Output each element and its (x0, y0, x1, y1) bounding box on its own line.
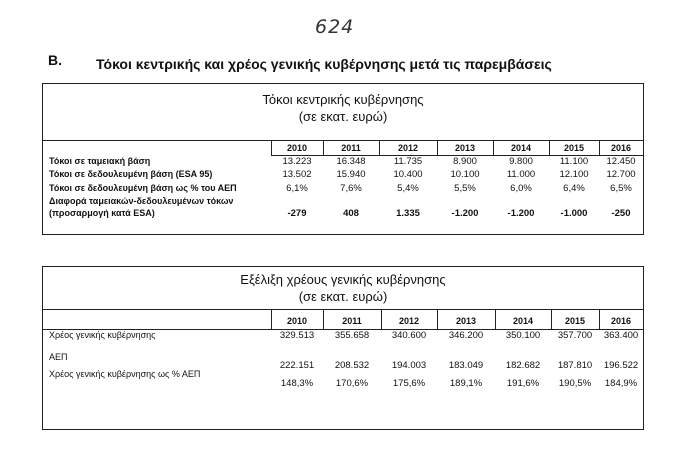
col-divider (599, 309, 600, 329)
table-cell: 189,1% (449, 378, 483, 389)
table-cell: 191,6% (506, 378, 540, 389)
header-rule-top (43, 309, 643, 310)
col-divider (271, 309, 272, 329)
table-cell: 170,6% (335, 378, 369, 389)
table-cell: 194.003 (391, 360, 427, 371)
table-cell: 12.100 (559, 169, 589, 180)
debt-table-panel (42, 266, 644, 430)
table-cell: 184,9% (604, 378, 638, 389)
col-divider (599, 140, 600, 155)
row-label-continued: (προσαρμογή κατά ESA) (49, 208, 155, 218)
table-cell: 346.200 (448, 330, 484, 341)
col-divider (271, 140, 272, 155)
year-header: 2013 (454, 143, 476, 153)
table-cell: 5,4% (397, 183, 419, 194)
year-header: 2014 (510, 143, 532, 153)
year-header: 2013 (455, 316, 477, 326)
table-cell: 340.600 (391, 330, 427, 341)
table-cell: 11.000 (506, 169, 536, 180)
row-label: Τόκοι σε ταμειακή βάση (49, 156, 151, 166)
table-cell: 182.682 (505, 360, 541, 371)
table-cell: 183.049 (448, 360, 484, 371)
table-cell: 8.900 (453, 156, 477, 167)
table-cell: -279 (287, 208, 307, 219)
row-label: Χρέος γενικής κυβέρνησης ως % ΑΕΠ (49, 369, 201, 379)
table-cell: 355.658 (334, 330, 370, 341)
table-cell: 13.223 (282, 156, 312, 167)
year-header: 2016 (610, 143, 632, 153)
row-label: ΑΕΠ (49, 352, 68, 362)
table-cell: 350.100 (505, 330, 541, 341)
table-cell: 10.400 (393, 169, 423, 180)
col-divider (323, 309, 324, 329)
section-label: B. (48, 52, 62, 68)
table-cell: 187.810 (557, 360, 593, 371)
year-header: 2015 (563, 143, 585, 153)
year-header: 2011 (342, 316, 362, 326)
col-divider (495, 309, 496, 329)
table-cell: -1.000 (560, 208, 588, 219)
table-cell: 9.800 (509, 156, 533, 167)
year-header: 2012 (398, 316, 420, 326)
year-header: 2010 (286, 143, 308, 153)
table-cell: 408 (343, 208, 359, 219)
table-cell: 11.735 (393, 156, 423, 167)
year-header: 2012 (397, 143, 419, 153)
table-cell: 363.400 (603, 330, 639, 341)
table-cell: 1.335 (396, 208, 420, 219)
row-label: Χρέος γενικής κυβέρνησης (49, 330, 156, 340)
table-cell: 6,0% (510, 183, 532, 194)
header-rule-top (43, 140, 643, 141)
table-cell: 12.700 (606, 169, 636, 180)
table-cell: 175,6% (392, 378, 426, 389)
debt-table-subtitle: (σε εκατ. ευρώ) (298, 289, 388, 304)
table-cell: 222.151 (279, 360, 315, 371)
table-cell: 190,5% (558, 378, 592, 389)
interest-table-subtitle: (σε εκατ. ευρώ) (298, 109, 388, 124)
col-divider (381, 309, 382, 329)
col-divider (437, 309, 438, 329)
table-cell: -1.200 (507, 208, 535, 219)
table-cell: 16.348 (336, 156, 366, 167)
table-cell: 6,4% (563, 183, 585, 194)
col-divider (323, 140, 324, 155)
year-header: 2016 (610, 316, 632, 326)
year-header: 2014 (512, 316, 534, 326)
col-divider (493, 140, 494, 155)
table-cell: 11.100 (559, 156, 589, 167)
col-divider (379, 140, 380, 155)
debt-table-title: Εξέλιξη χρέους γενικής κυβέρνησης (240, 272, 446, 287)
table-cell: 12.450 (606, 156, 636, 167)
col-divider (437, 140, 438, 155)
table-cell: 6,5% (610, 183, 632, 194)
table-cell: 148,3% (280, 378, 314, 389)
table-cell: -250 (611, 208, 631, 219)
row-label: Τόκοι σε δεδουλευμένη βάση ως % του ΑΕΠ (49, 183, 237, 193)
table-cell: 7,6% (340, 183, 362, 194)
interest-table-title: Τόκοι κεντρικής κυβέρνησης (262, 92, 424, 107)
table-cell: 13.502 (282, 169, 312, 180)
col-divider (549, 140, 550, 155)
section-title: Τόκοι κεντρικής και χρέος γενικής κυβέρνησης μετά τις παρεμβάσεις (96, 56, 552, 72)
table-cell: 196.522 (603, 360, 639, 371)
row-label: Διαφορά ταμειακών-δεδουλευμένων τόκων (49, 196, 234, 206)
row-label: Τόκοι σε δεδουλευμένη βάση (ESA 95) (49, 169, 213, 179)
interest-table-panel (42, 83, 644, 235)
year-header: 2015 (564, 316, 586, 326)
table-cell: 329.513 (279, 330, 315, 341)
table-cell: -1.200 (451, 208, 479, 219)
table-cell: 357.700 (557, 330, 593, 341)
year-header: 2011 (341, 143, 361, 153)
year-header: 2010 (286, 316, 308, 326)
page-number: 624 (315, 16, 355, 38)
table-cell: 15.940 (336, 169, 366, 180)
table-cell: 5,5% (454, 183, 476, 194)
table-cell: 6,1% (286, 183, 308, 194)
col-divider (551, 309, 552, 329)
table-cell: 208.532 (334, 360, 370, 371)
table-cell: 10.100 (450, 169, 480, 180)
